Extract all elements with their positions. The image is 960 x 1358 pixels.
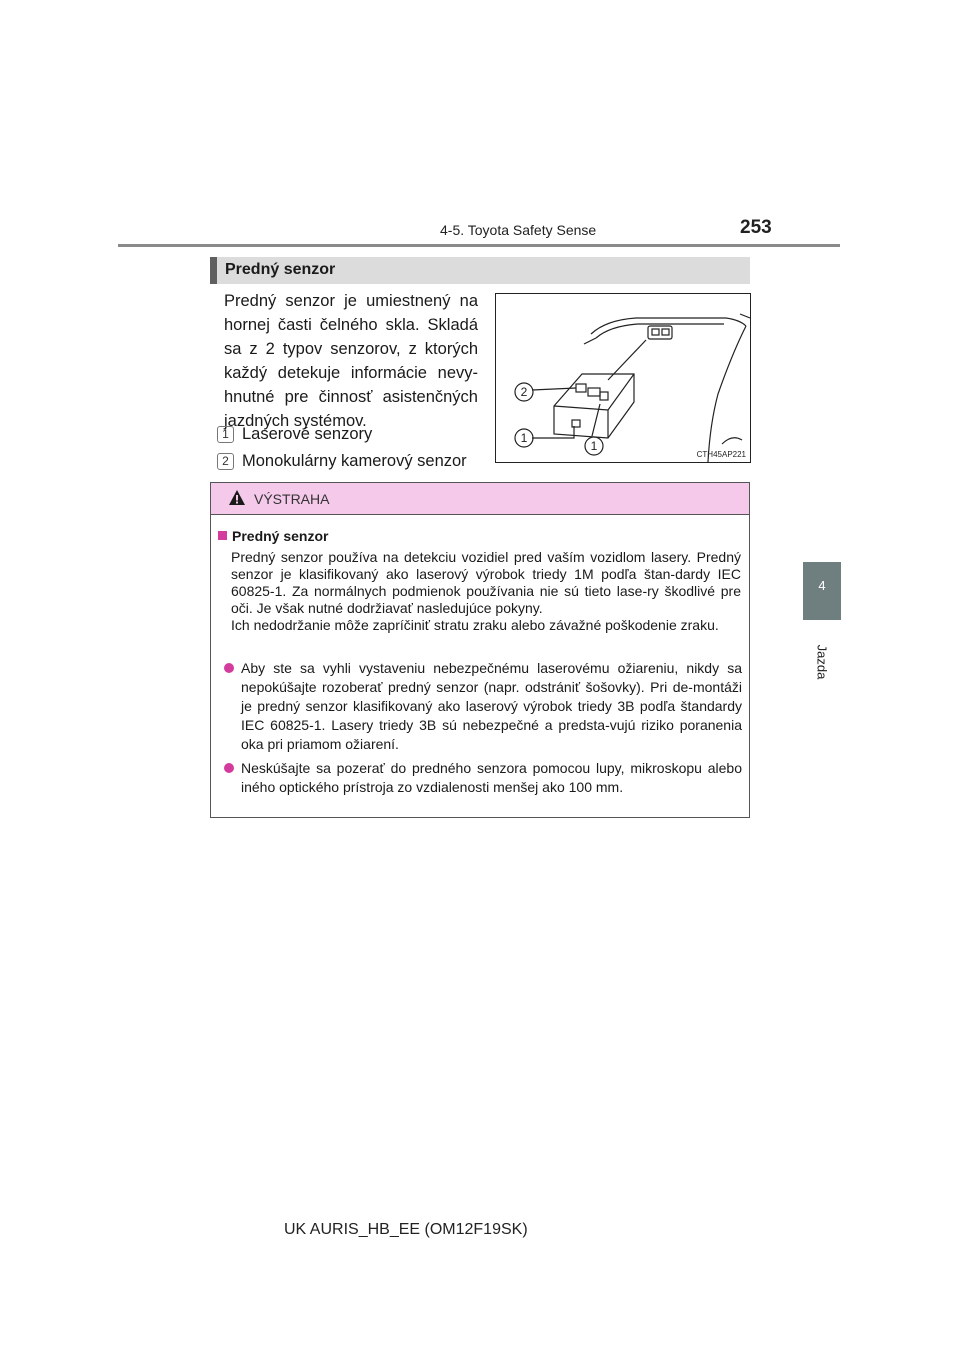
warning-paragraph: Predný senzor používa na detekciu vozidiel pred vaším vozidlom lasery. Predný senzor je klasifikovaný ako laserový výrobok triedy 1M podľa štan-dardy IEC 60825-1. Za normálnych podmienok používania nie sú tieto lase-ry škodlivé pre oči. Je však nutné dodržiavať nasledujúce pokyny. — [231, 549, 741, 616]
section-title: Predný senzor — [225, 261, 336, 278]
page-number: 253 — [740, 217, 772, 238]
warning-paragraph: Ich nedodržanie môže zapríčiniť stratu zraku alebo závažné poškodenie zraku. — [231, 617, 719, 633]
numbered-badge-icon: 1 — [217, 426, 234, 443]
running-header-section: 4-5. Toyota Safety Sense — [440, 222, 597, 238]
warning-title: VÝSTRAHA — [254, 491, 330, 507]
warning-box — [210, 482, 750, 818]
chapter-tab-label: Jazda — [814, 644, 830, 680]
bullet-dot-icon — [224, 763, 234, 773]
bullet-dot-icon — [224, 663, 234, 673]
square-bullet-icon — [218, 531, 227, 540]
legend-label: Laserové senzory — [242, 425, 373, 443]
callout-label: 1 — [520, 431, 528, 445]
bullet-text: Aby ste sa vyhli vystaveniu nebezpečnému laserovému ožiareniu, nikdy sa nepokúšajte rozoberať predný senzor (napr. odstrániť šošovky). Pri de-montáži je predný senzor klasifikovaný ako laserový výrobok triedy 3B podľa štandardy IEC 60825-1. Lasery triedy 3B sú nebezpečné a predsta-vujú riziko poranenia oka pri priamom ožiarení. — [241, 660, 742, 752]
section-intro: Predný senzor je umiestnený na hornej časti čelného skla. Skladá sa z 2 typov senzorov, z ktorých každý detekuje informácie nevy-hnutné pre činnosť asistenčných jazdných systémov. — [224, 292, 478, 430]
legend-item-1 — [217, 423, 372, 445]
numbered-badge-icon: 2 — [217, 453, 234, 470]
section-heading-accent — [210, 257, 217, 284]
warning-bullet-2 — [224, 759, 742, 797]
warning-subheading: Predný senzor — [218, 528, 328, 544]
warning-triangle-icon — [228, 489, 246, 506]
legend-label: Monokulárny kamerový senzor — [242, 452, 467, 470]
bullet-text: Neskúšajte sa pozerať do predného senzora pomocou lupy, mikroskopu alebo iného optického prístroja zo vzdialenosti menšej ako 100 mm. — [241, 760, 742, 795]
warning-header — [211, 483, 749, 515]
figure-code: CTH45AP221 — [696, 450, 746, 459]
header-rule — [118, 244, 840, 247]
callout-label: 2 — [520, 385, 528, 399]
footer-model-code: UK AURIS_HB_EE (OM12F19SK) — [284, 1221, 528, 1238]
chapter-tab[interactable]: 4 — [803, 562, 841, 620]
warning-bullet-1 — [224, 659, 742, 754]
section-heading — [210, 257, 750, 284]
legend-item-2 — [217, 450, 467, 472]
warning-body — [231, 549, 741, 634]
windshield-sensor-drawing — [496, 294, 750, 462]
callout-label: 1 — [590, 439, 598, 453]
sensor-illustration — [495, 293, 751, 463]
